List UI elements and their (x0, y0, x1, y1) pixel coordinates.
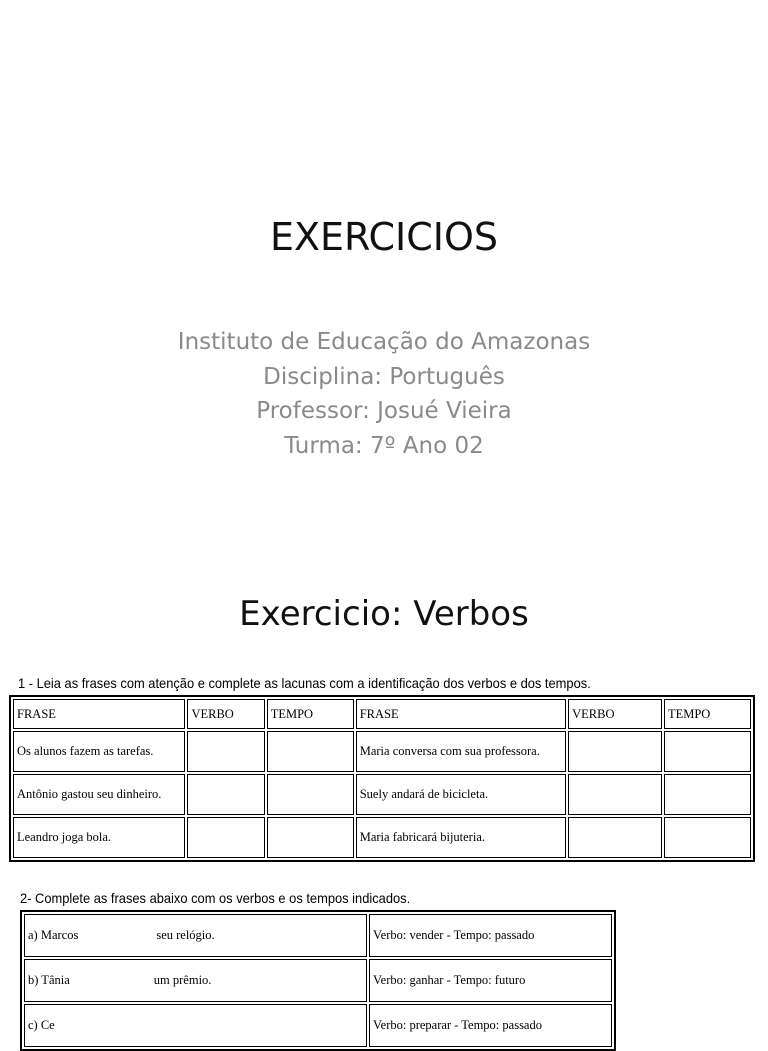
sentence-cell (24, 959, 367, 1002)
header-frase: FRASE (356, 699, 566, 729)
header-frase: FRASE (13, 699, 185, 729)
exercise-2-instruction: 2- Complete as frases abaixo com os verbos e os tempos indicados. (20, 890, 411, 906)
table-row (13, 774, 751, 815)
exercise-title: Exercicio: Verbos (239, 594, 529, 634)
table-row (24, 959, 612, 1002)
hint-cell: Verbo: ganhar - Tempo: futuro (369, 959, 612, 1002)
tense-answer-cell[interactable] (664, 817, 751, 858)
sentence-cell (24, 914, 367, 957)
phrase-cell: Maria fabricará bijuteria. (356, 817, 566, 858)
exercise-1-table (9, 695, 755, 862)
phrase-cell: Leandro joga bola. (13, 817, 185, 858)
verb-answer-cell[interactable] (568, 774, 662, 815)
slide-title: EXERCICIOS (269, 215, 499, 259)
sentence-object: um prêmio. (153, 973, 212, 987)
sentence-subject: c) Ce (28, 1018, 55, 1032)
exercise-1-instruction: 1 - Leia as frases com atenção e complete as lacunas com a identificação dos verbos e dos tempos. (18, 675, 591, 691)
phrase-cell: Antônio gastou seu dinheiro. (13, 774, 185, 815)
tense-answer-cell[interactable] (664, 774, 751, 815)
sentence-subject: a) Marcos (28, 928, 79, 942)
tense-answer-cell[interactable] (267, 731, 354, 772)
header-tempo: TEMPO (267, 699, 354, 729)
phrase-cell: Os alunos fazem as tarefas. (13, 731, 185, 772)
phrase-cell: Suely andará de bicicleta. (356, 774, 566, 815)
exercise-2-table (20, 910, 616, 1051)
table-row (13, 817, 751, 858)
table-row (24, 914, 612, 957)
sentence-subject: b) Tânia (28, 973, 70, 987)
teacher: Professor: Josué Vieira (256, 398, 512, 424)
sentence-object: seu relógio. (156, 928, 215, 942)
table-header-row (13, 699, 751, 729)
table-row (24, 1004, 612, 1047)
verb-answer-cell[interactable] (187, 774, 264, 815)
header-tempo: TEMPO (664, 699, 751, 729)
header-verbo: VERBO (187, 699, 264, 729)
verb-answer-cell[interactable] (568, 731, 662, 772)
tense-answer-cell[interactable] (267, 817, 354, 858)
verb-answer-cell[interactable] (187, 731, 264, 772)
header-verbo: VERBO (568, 699, 662, 729)
school-name: Instituto de Educação do Amazonas (177, 329, 591, 355)
hint-cell: Verbo: vender - Tempo: passado (369, 914, 612, 957)
discipline: Disciplina: Português (263, 363, 505, 390)
verb-answer-cell[interactable] (568, 817, 662, 858)
hint-cell: Verbo: preparar - Tempo: passado (369, 1004, 612, 1047)
sentence-cell (24, 1004, 367, 1047)
phrase-cell: Maria conversa com sua professora. (356, 731, 566, 772)
slide-subtitle (0, 325, 768, 463)
tense-answer-cell[interactable] (267, 774, 354, 815)
table-row (13, 731, 751, 772)
class-group: Turma: 7º Ano 02 (284, 432, 484, 459)
verb-answer-cell[interactable] (187, 817, 264, 858)
tense-answer-cell[interactable] (664, 731, 751, 772)
